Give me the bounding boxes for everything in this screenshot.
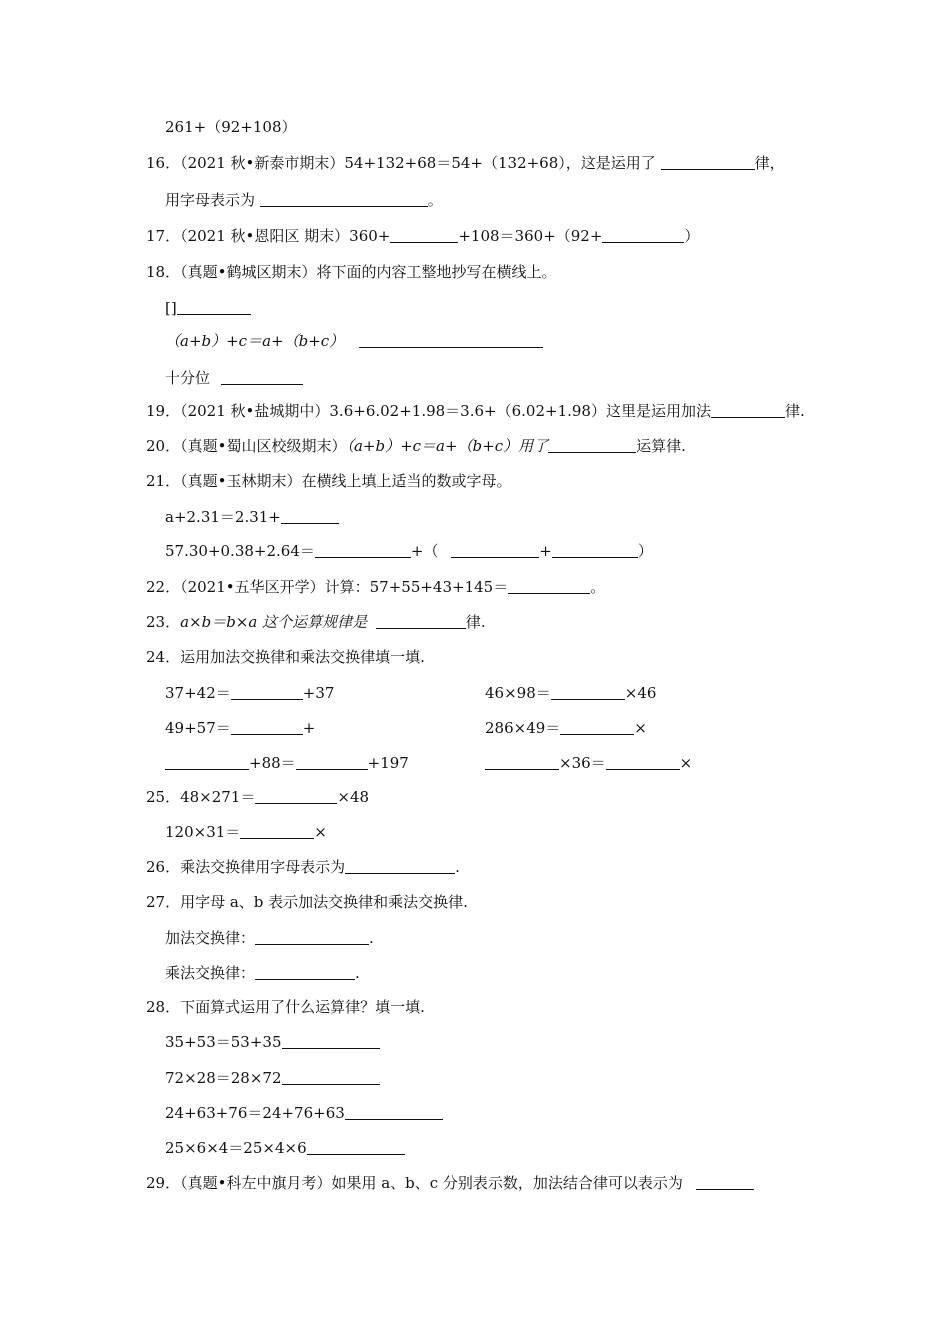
q18-text: 将下面的内容工整地抄写在横线上。: [316, 263, 557, 281]
q26-number: 26．: [146, 858, 181, 876]
q19-text: 3.6+6.02+1.98＝3.6+（6.02+1.98）这里是运用加法: [329, 402, 711, 420]
q29-blank[interactable]: [696, 1173, 754, 1190]
q21-line-1: [165, 507, 339, 527]
q29-text: 如果用 a、b、c 分别表示数，加法结合律可以表示为: [331, 1174, 683, 1192]
q18-item1-text: []: [165, 299, 177, 317]
q18-item-2: [165, 331, 543, 351]
q19-number: 19．: [146, 402, 181, 420]
q16-blank-1[interactable]: [661, 153, 755, 170]
q21-l2c: +: [539, 542, 552, 560]
q24-r1r2: ×46: [624, 684, 657, 702]
q20-source: （真题•蜀山区校级期末）: [180, 437, 347, 455]
q21-source: （真题•玉林期末）: [180, 472, 302, 490]
q19-after: 律.: [784, 402, 805, 420]
q22-source: （2021•五华区开学）: [180, 578, 325, 596]
q20-after: 运算律.: [636, 437, 686, 455]
q18-item3-text: 十分位: [165, 369, 211, 387]
q17-number: 17．: [146, 227, 181, 245]
q22-number: 22．: [146, 578, 181, 596]
q29-number: 29．: [146, 1174, 181, 1192]
q21-blank-2[interactable]: [315, 541, 411, 558]
q17-source: （2021 秋•恩阳区 期末）: [180, 227, 350, 245]
q18-blank-3[interactable]: [221, 368, 303, 385]
question-24: [146, 647, 425, 667]
q24-r1l2: +37: [302, 684, 335, 702]
q24-r1l: 37+42＝: [165, 684, 231, 702]
q21-number: 21．: [146, 472, 181, 490]
q27-dot-2: .: [355, 964, 360, 982]
q28-expr-2: [165, 1068, 380, 1088]
q25-l1: 48×271＝: [180, 788, 256, 806]
q24-blank-r1l[interactable]: [231, 683, 303, 700]
q24-r3l: +88＝: [249, 754, 296, 772]
q20-blank[interactable]: [548, 436, 636, 453]
q24-row3-right: [485, 753, 692, 773]
q27-l2: 乘法交换律：: [165, 964, 256, 982]
q21-l2d: ）: [637, 542, 653, 560]
q18-item-3: [165, 368, 303, 388]
q20-text: （a+b）+c＝a+（b+c）用了: [346, 437, 549, 455]
q17-part-c: ）: [684, 227, 700, 245]
q28-blank-2[interactable]: [282, 1068, 380, 1085]
q18-number: 18．: [146, 263, 181, 281]
q21-l2b: +（: [410, 542, 439, 560]
q16-text: 54+132+68＝54+（132+68），这是运用了: [344, 154, 656, 172]
q24-blank-r3r-b[interactable]: [606, 753, 680, 770]
question-20: [146, 436, 686, 456]
q27-blank-1[interactable]: [255, 928, 369, 945]
q17-blank-1[interactable]: [390, 226, 458, 243]
q16-line2-text: 用字母表示为: [165, 191, 256, 209]
q25-number: 25．: [146, 788, 181, 806]
q27-blank-2[interactable]: [255, 963, 355, 980]
q24-blank-r3l-b[interactable]: [296, 753, 368, 770]
question-19: [146, 401, 805, 421]
q22-after: 。: [590, 578, 606, 596]
q21-blank-4[interactable]: [552, 541, 638, 558]
question-29: [146, 1173, 754, 1193]
q24-blank-r3l-a[interactable]: [165, 753, 249, 770]
q24-blank-r2l[interactable]: [231, 718, 303, 735]
q16-source: （2021 秋•新泰市期末）: [180, 154, 345, 172]
q26-blank[interactable]: [345, 857, 455, 874]
q28-text: 下面算式运用了什么运算律？填一填.: [180, 998, 425, 1016]
q18-item-1: [165, 298, 251, 318]
question-16: [146, 153, 785, 173]
q24-r3l2: +197: [367, 754, 409, 772]
q21-text: 在横线上填上适当的数或字母。: [301, 472, 512, 490]
q26-after: .: [455, 858, 460, 876]
q28-number: 28．: [146, 998, 181, 1016]
q18-blank-2[interactable]: [359, 331, 543, 348]
q24-r3r2: ×: [679, 754, 693, 772]
q21-l1-text: a+2.31＝2.31+: [165, 508, 281, 526]
q17-blank-2[interactable]: [602, 226, 684, 243]
q25-line-2: [165, 822, 327, 842]
q23-number: 23．: [146, 613, 181, 631]
q24-number: 24．: [146, 648, 181, 666]
q23-blank[interactable]: [376, 612, 466, 629]
q22-blank[interactable]: [508, 577, 590, 594]
q23-after: 律.: [465, 613, 486, 631]
q28-blank-4[interactable]: [307, 1138, 405, 1155]
q25-l2b: ×: [314, 823, 327, 841]
question-17: [146, 226, 699, 246]
question-16-line2: [165, 190, 443, 210]
q29-source: （真题•科左中旗月考）: [180, 1174, 332, 1192]
q28-e4: 25×6×4＝25×4×6: [165, 1139, 307, 1157]
q24-row1-left: [165, 683, 334, 703]
q24-text: 运用加法交换律和乘法交换律填一填.: [180, 648, 425, 666]
q15-tail: 261+（92+108）: [165, 118, 297, 136]
q17-part-a: 360+: [349, 227, 391, 245]
q16-end: 。: [427, 191, 443, 209]
question-22: [146, 577, 605, 597]
q28-expr-1: [165, 1032, 380, 1052]
q26-text: 乘法交换律用字母表示为: [180, 858, 346, 876]
q21-l2a: 57.30+0.38+2.64＝: [165, 542, 315, 560]
q18-source: （真题•鹤城区期末）: [180, 263, 317, 281]
q27-l1: 加法交换律：: [165, 929, 256, 947]
q21-line-2: [165, 541, 653, 561]
q16-number: 16．: [146, 154, 181, 172]
q24-r2l2: +: [302, 719, 316, 737]
q16-blank-2[interactable]: [260, 190, 428, 207]
q28-e2: 72×28＝28×72: [165, 1069, 282, 1087]
q27-dot-1: .: [369, 929, 374, 947]
question-25: [146, 787, 369, 807]
q27-text: 用字母 a、b 表示加法交换律和乘法交换律.: [180, 893, 468, 911]
q21-blank-1[interactable]: [281, 507, 339, 524]
q28-e3: 24+63+76＝24+76+63: [165, 1104, 345, 1122]
q24-row1-right: [485, 683, 656, 703]
q24-r1r: 46×98＝: [485, 684, 551, 702]
question-21: [146, 471, 511, 491]
q22-text: 计算：57+55+43+145＝: [324, 578, 509, 596]
q19-blank[interactable]: [711, 401, 785, 418]
q24-r2l: 49+57＝: [165, 719, 231, 737]
q27-number: 27．: [146, 893, 181, 911]
q25-blank-2[interactable]: [240, 822, 314, 839]
q28-expr-4: [165, 1138, 405, 1158]
question-23: [146, 612, 486, 632]
q24-r2r: 286×49＝: [485, 719, 561, 737]
q18-blank-1[interactable]: [177, 298, 251, 315]
q18-item2-text: （a+b）+c＝a+（b+c）: [165, 332, 345, 350]
q24-row3-left: [165, 753, 409, 773]
q17-part-b: +108＝360+（92+: [458, 227, 603, 245]
q28-expr-3: [165, 1103, 443, 1123]
q27-line-2: [165, 963, 360, 983]
q28-blank-3[interactable]: [345, 1103, 443, 1120]
q27-line-1: [165, 928, 374, 948]
q21-blank-3[interactable]: [451, 541, 539, 558]
q24-blank-r1r[interactable]: [551, 683, 625, 700]
q24-r2r2: ×: [634, 719, 647, 737]
question-27: [146, 892, 468, 912]
q24-blank-r2r[interactable]: [560, 718, 634, 735]
q19-source: （2021 秋•盐城期中）: [180, 402, 330, 420]
q24-row2-right: [485, 718, 647, 738]
question-28: [146, 997, 425, 1017]
q20-number: 20．: [146, 437, 181, 455]
q24-r3r: ×36＝: [559, 754, 606, 772]
q28-blank-1[interactable]: [282, 1032, 380, 1049]
q28-e1: 35+53＝53+35: [165, 1033, 282, 1051]
q23-text: a×b＝b×a 这个运算规律是: [180, 613, 368, 631]
q25-l2: 120×31＝: [165, 823, 241, 841]
question-26: [146, 857, 460, 877]
question-18: [146, 262, 556, 282]
q16-after: 律，: [754, 154, 785, 172]
q25-blank-1[interactable]: [255, 787, 337, 804]
q24-row2-left: [165, 718, 315, 738]
q24-blank-r3r-a[interactable]: [485, 753, 559, 770]
q25-l1b: ×48: [337, 788, 370, 806]
